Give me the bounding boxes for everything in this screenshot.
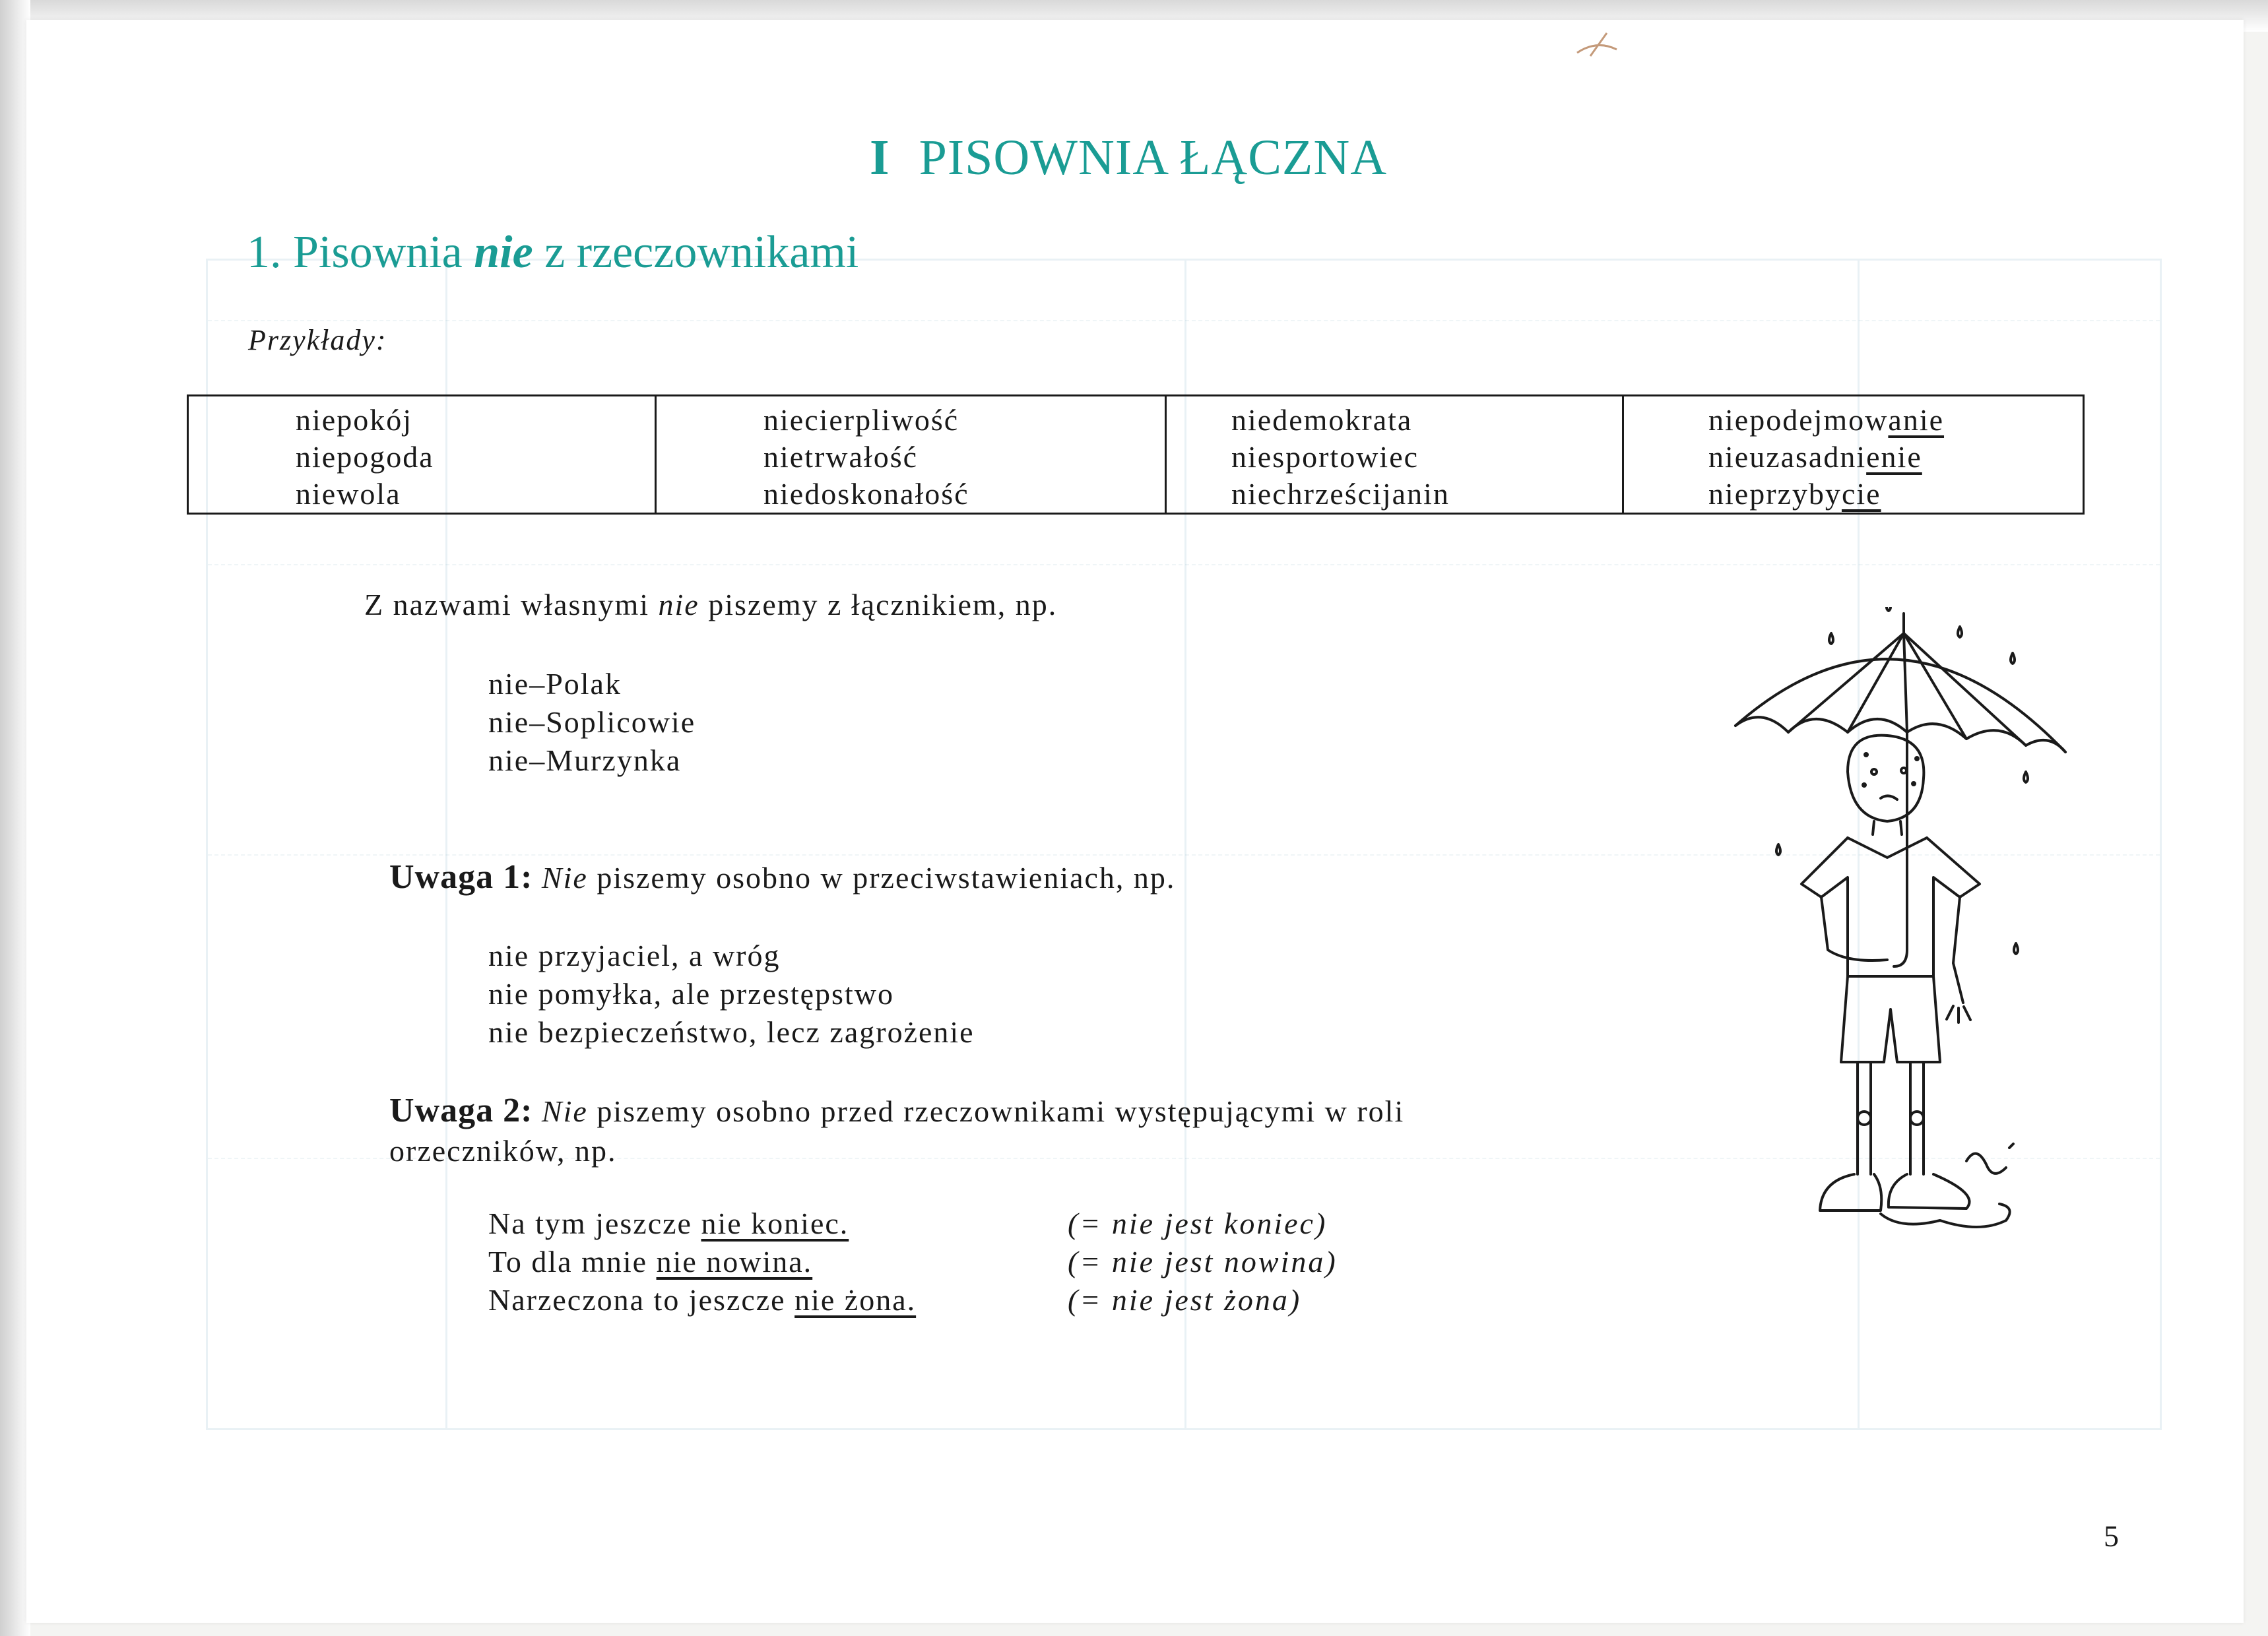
note-2-heading: Uwaga 2: <box>389 1092 533 1129</box>
section-title <box>247 226 859 279</box>
word-stem: nieuzasadni <box>1708 440 1867 474</box>
predicate-gloss: (= nie jest nowina) <box>1068 1245 1338 1278</box>
example-word: niechrześcijanin <box>1231 477 1450 511</box>
predicate-example <box>488 1244 812 1279</box>
example-predicate: nie żona. <box>794 1283 917 1317</box>
note-1 <box>389 858 1175 897</box>
note-1-text: piszemy osobno w przeciwstawieniach, np. <box>587 861 1176 895</box>
table-row <box>188 396 2084 514</box>
contrast-example: nie przyjaciel, a wróg <box>488 939 781 972</box>
example-word: niedoskonałość <box>763 477 969 511</box>
example-word: niewola <box>296 477 401 511</box>
example-text: Na tym jeszcze <box>488 1207 701 1240</box>
predicate-example <box>488 1282 916 1317</box>
word-ending: enie <box>1866 440 1922 474</box>
predicate-gloss: (= nie jest żona) <box>1068 1283 1302 1317</box>
table-cell-simple-nouns <box>188 396 656 514</box>
show-through-line <box>208 320 2160 321</box>
examples-label: Przykłady: <box>248 324 387 356</box>
note-1-heading: Uwaga 1: <box>389 858 533 896</box>
word-stem: niepodejmow <box>1708 403 1889 437</box>
example-predicate: nie koniec. <box>701 1207 849 1240</box>
example-word <box>1624 476 2083 513</box>
table-cell-person-nouns <box>1166 396 1623 514</box>
proper-name-example: nie–Murzynka <box>488 743 682 777</box>
page-number: 5 <box>2104 1519 2119 1553</box>
contrast-example: nie bezpieczeństwo, lecz zagrożenie <box>488 1015 975 1049</box>
predicate-gloss: (= nie jest koniec) <box>1068 1207 1328 1240</box>
show-through-line <box>208 564 2160 565</box>
rule-text: piszemy z łącznikiem, np. <box>699 588 1058 621</box>
section-title-suffix: z rzeczownikami <box>544 227 859 278</box>
example-word: niedemokrata <box>1231 403 1413 437</box>
table-cell-verbal-nouns <box>1623 396 2084 514</box>
example-word: niesportowiec <box>1231 440 1419 474</box>
chapter-title-text: PISOWNIA ŁĄCZNA <box>919 130 1388 185</box>
pen-mark-icon <box>1571 20 1623 59</box>
word-ending: anie <box>1888 403 1945 437</box>
contrast-example: nie pomyłka, ale przestępstwo <box>488 977 894 1011</box>
note-1-keyword: Nie <box>541 861 588 895</box>
example-text: To dla mnie <box>488 1245 657 1278</box>
example-text: Narzeczona to jeszcze <box>488 1283 795 1317</box>
chapter-title <box>870 129 1387 187</box>
word-ending: cie <box>1841 477 1881 511</box>
proper-name-example: nie–Soplicowie <box>488 705 696 739</box>
example-word: nietrwałość <box>763 440 919 474</box>
section-title-prefix: 1. Pisownia <box>247 227 463 278</box>
table-cell-abstract-nouns <box>656 396 1166 514</box>
note-2 <box>389 1091 1404 1130</box>
rule-text: Z nazwami własnymi <box>364 588 659 621</box>
note-2-continuation: orzeczników, np. <box>389 1134 617 1168</box>
section-title-keyword: nie <box>474 227 533 278</box>
example-word: niepokój <box>296 403 412 437</box>
note-2-keyword: Nie <box>541 1094 588 1128</box>
example-predicate: nie nowina. <box>656 1245 813 1278</box>
proper-names-rule <box>364 587 1057 622</box>
note-2-text: piszemy osobno przed rzeczownikami występującymi w roli <box>587 1094 1405 1128</box>
examples-table <box>187 394 2085 515</box>
predicate-example <box>488 1206 849 1241</box>
proper-name-example: nie–Polak <box>488 667 622 701</box>
chapter-number: I <box>870 130 890 185</box>
word-stem: nieprzyby <box>1708 477 1842 511</box>
rule-keyword: nie <box>658 588 699 621</box>
boy-with-umbrella-illustration <box>1716 607 2085 1267</box>
example-word <box>1624 402 2083 439</box>
example-word <box>1624 439 2083 476</box>
example-word: niecierpliwość <box>763 403 959 437</box>
example-word: niepogoda <box>296 440 434 474</box>
